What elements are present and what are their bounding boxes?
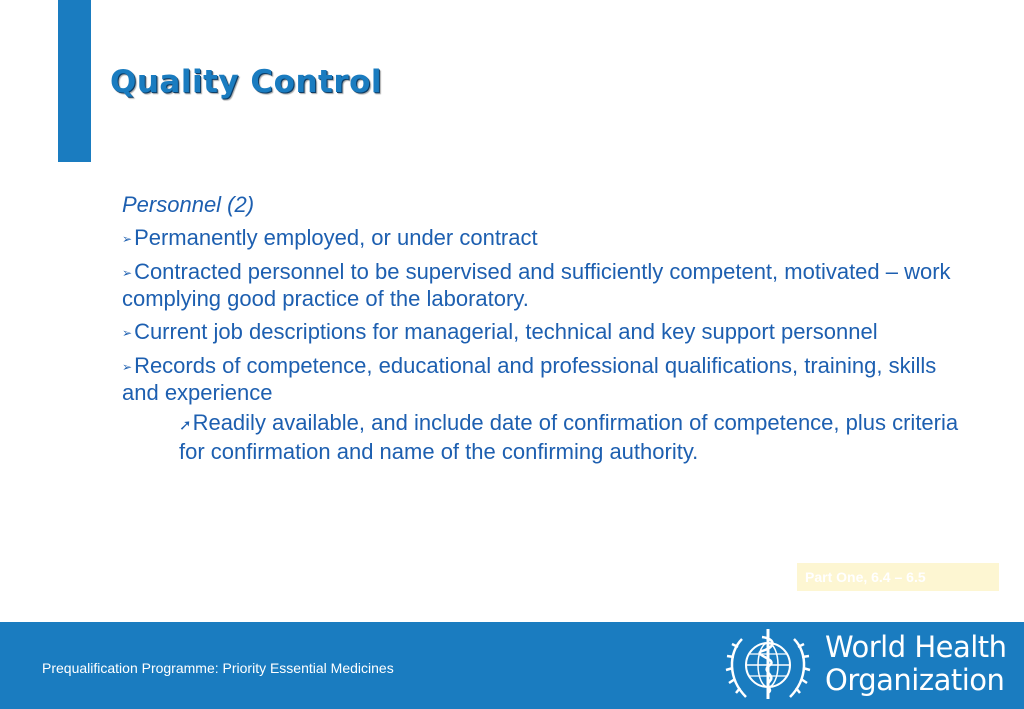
who-name-line2: Organization — [825, 663, 1005, 697]
who-wordmark — [825, 631, 1007, 697]
footer-programme-text: Prequalification Programme: Priority Essential Medicines — [42, 660, 394, 676]
bullet-item — [122, 259, 962, 312]
bullet-item — [122, 225, 962, 252]
arrow-bullet-icon: ➢ — [122, 360, 133, 374]
sub-bullet-item — [179, 410, 962, 465]
arrow-bullet-icon: ➢ — [122, 326, 133, 340]
who-emblem-icon — [720, 625, 816, 705]
slide-title: Quality Control — [110, 64, 383, 100]
bullet-item — [122, 319, 962, 346]
who-name-line1: World Health — [825, 630, 1007, 664]
sub-bullet-text: Readily available, and include date of confirmation of competence, plus criteria for confirmation and name of the confirming authority. — [179, 410, 959, 464]
bullet-item — [122, 353, 962, 406]
left-accent-bar — [58, 0, 91, 162]
diagonal-arrow-icon: ➚ — [179, 417, 192, 434]
slide-content — [122, 192, 962, 465]
bullet-text: Records of competence, educational and professional qualifications, training, skills and experience — [122, 353, 937, 405]
slide-subtitle: Personnel (2) — [122, 192, 255, 217]
reference-label: Part One, 6.4 – 6.5 — [797, 563, 999, 591]
footer-bar — [0, 622, 1024, 709]
arrow-bullet-icon: ➢ — [122, 232, 133, 246]
arrow-bullet-icon: ➢ — [122, 266, 133, 280]
bullet-text: Contracted personnel to be supervised and sufficiently competent, motivated – work complying good practice of the laboratory. — [122, 259, 951, 311]
bullet-text: Permanently employed, or under contract — [134, 225, 538, 250]
bullet-text: Current job descriptions for managerial, technical and key support personnel — [134, 319, 878, 344]
